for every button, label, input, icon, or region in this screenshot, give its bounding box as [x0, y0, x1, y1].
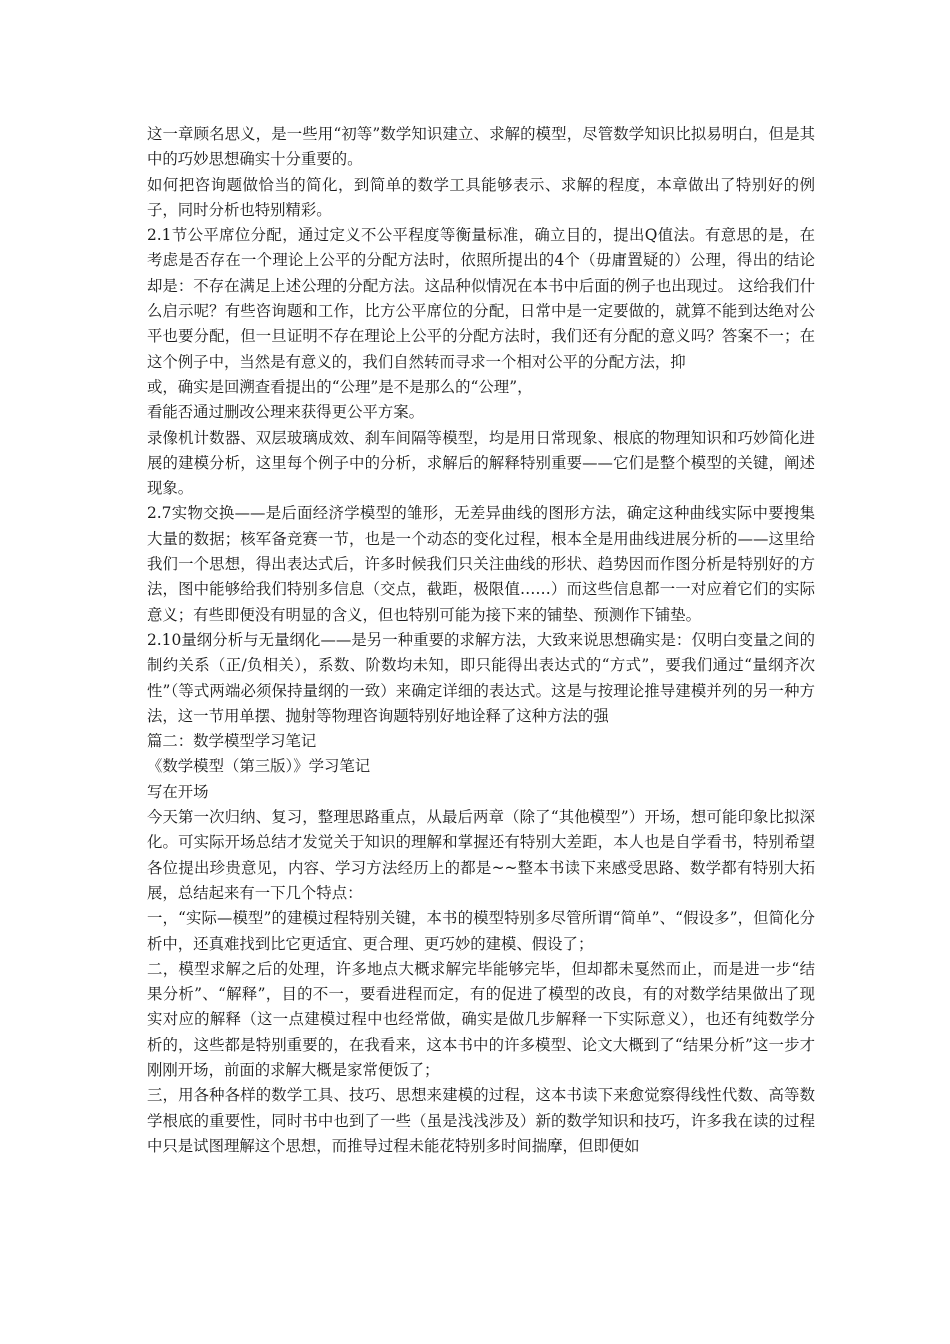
document-body [147, 122, 815, 1159]
paragraph-axiom-revision: 看能否通过删改公理来获得更公平方案。 [147, 403, 425, 422]
paragraph-point-two: 二，模型求解之后的处理，许多地点大概求解完毕能够完毕，但却都未戛然而止，而是进一步“结果分析”、“解释”，目的不一，要看进程而定，有的促进了模型的改良，有的对数学结果做出了现实对应的解释（这一点建模过程中也经常做，确实是做几步解释一下实际意义），也还有纯数学分析的，这些都是特别重要的，在我看来，这本书中的许多模型、论文大概到了“结果分析”这一步才刚刚开场，前面的求解大概是家常便饭了； [147, 959, 815, 1079]
paragraph-simplification: 如何把咨询题做恰当的简化，到简单的数学工具能够表示、求解的程度，本章做出了特别好的例子，同时分析也特别精彩。 [147, 175, 815, 219]
paragraph-axiom-review: 或，确实是回溯查看提出的“公理”是不是那么的“公理”， [147, 377, 533, 396]
paragraph-review-summary: 今天第一次归纳、复习，整理思路重点，从最后两章（除了“其他模型”）开场，想可能印象比拟深化。可实际开场总结才发觉关于知识的理解和掌握还有特别大差距，本人也是自学看书，特别希望各位提出珍贵意见，内容、学习方法经历上的都是~~整本书读下来感受思路、数学都有特别大拓展，总结起来有一下几个特点： [147, 808, 815, 902]
paragraph-intro: 这一章顾名思义，是一些用“初等”数学知识建立、求解的模型，尽管数学知识比拟易明白，但是其中的巧妙思想确实十分重要的。 [147, 125, 815, 169]
paragraph-point-three: 三，用各种各样的数学工具、技巧、思想来建模的过程，这本书读下来愈觉察得线性代数、高等数学根底的重要性，同时书中也到了一些（虽是浅浅涉及）新的数学知识和技巧，许多我在读的过程中只是试图理解这个思想，而推导过程未能花特别多时间揣摩，但即便如 [147, 1086, 815, 1155]
paragraph-barter-exchange: 2.7实物交换——是后面经济学模型的雏形，无差异曲线的图形方法，确定这种曲线实际中要搜集大量的数据；核军备竞赛一节，也是一个动态的变化过程，根本全是用曲线进展分析的——这里给我们一个思想，得出表达式后，许多时候我们只关注曲线的形状、趋势因而作图分析是特别好的方法，图中能够给我们特别多信息（交点，截距，极限值……）而这些信息都一一对应着它们的实际意义；有些即便没有明显的含义，但也特别可能为接下来的铺垫、预测作下铺垫。 [147, 504, 815, 624]
paragraph-physical-models: 录像机计数器、双层玻璃成效、刹车间隔等模型，均是用日常现象、根底的物理知识和巧妙简化进展的建模分析，这里每个例子中的分析，求解后的解释特别重要——它们是整个模型的关键，阐述现象。 [147, 428, 815, 498]
paragraph-point-one: 一，“实际—模型”的建模过程特别关键，本书的模型特别多尽管所谓“简单”、“假设多”，但简化分析中，还真难找到比它更适宜、更合理、更巧妙的建模、假设了； [147, 909, 815, 953]
section-heading: 篇二：数学模型学习笔记 [147, 732, 317, 751]
paragraph-seat-allocation: 2.1节公平席位分配，通过定义不公平程度等衡量标准，确立目的，提出Q值法。有意思的是，在考虑是否存在一个理论上公平的分配方法时，依照所提出的4个（毋庸置疑的）公理，得出的结论却是：不存在满足上述公理的分配方法。这品种似情况在本书中后面的例子也出现过。 这给我们什么启示呢？有些咨询题和工作，比方公平席位的分配，日常中是一定要做的，就算不能到达绝对公平也要分配，但一旦证明不存在理论上公平的分配方法时，我们还有分配的意义吗？答案不一；在这个例子中，当然是有意义的，我们自然转而寻求一个相对公平的分配方法，抑 [147, 226, 815, 371]
notes-title: 《数学模型（第三版）》学习笔记 [147, 757, 371, 776]
paragraph-dimensional-analysis: 2.10量纲分析与无量纲化——是另一种重要的求解方法，大致来说思想确实是：仅明白变量之间的制约关系（正/负相关），系数、阶数均未知，即只能得出表达式的“方式”，要我们通过“量纲齐次性”（等式两端必须保持量纲的一致）来确定详细的表达式。这是与按理论推导建模并列的另一种方法，这一节用单摆、抛射等物理咨询题特别好地诠释了这种方法的强 [147, 630, 815, 725]
subheading-opening: 写在开场 [147, 782, 209, 801]
